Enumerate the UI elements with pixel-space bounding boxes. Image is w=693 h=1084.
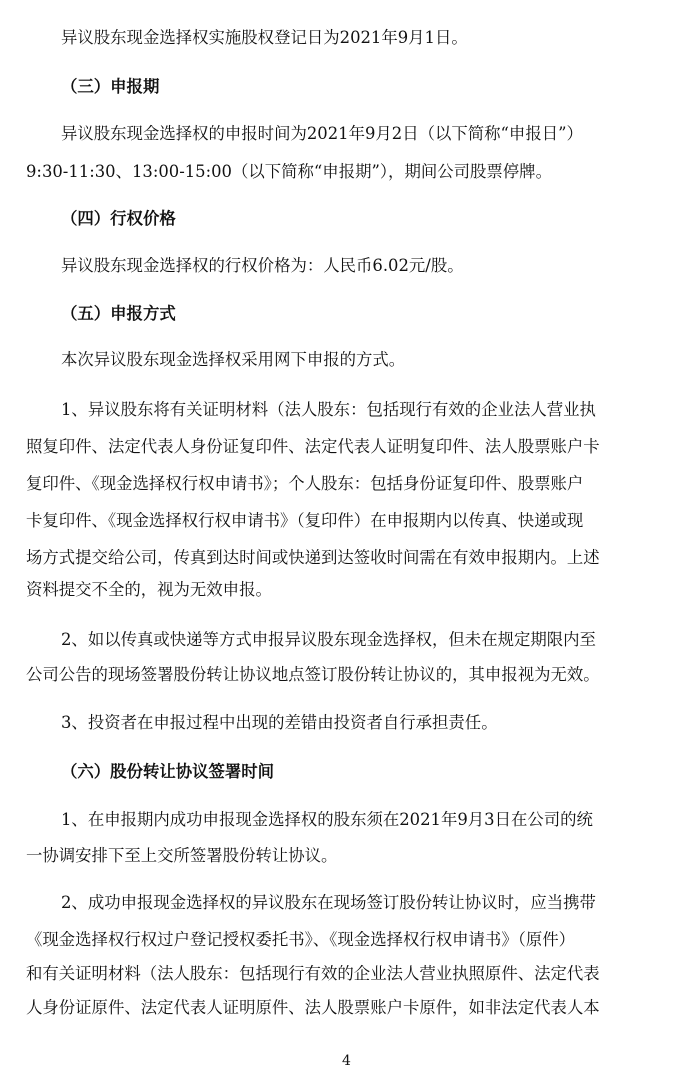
paragraph-item2-line-1: 2、如以传真或快递等方式申报异议股东现金选择权，但未在规定期限内至 bbox=[61, 630, 596, 649]
paragraph-item3: 3、投资者在申报过程中出现的差错由投资者自行承担责任。 bbox=[61, 713, 498, 732]
paragraph-sign2-line-4: 人身份证原件、法定代表人证明原件、法人股票账户卡原件，如非法定代表人本 bbox=[26, 998, 600, 1017]
paragraph-item2-line-2: 公司公告的现场签署股份转让协议地点签订股份转让协议的，其申报视为无效。 bbox=[26, 665, 600, 684]
paragraph-sign1-line-2: 一协调安排下至上交所签署股份转让协议。 bbox=[26, 846, 338, 865]
heading-application-method: （五）申报方式 bbox=[61, 304, 176, 323]
paragraph-record-date: 异议股东现金选择权实施股权登记日为2021年9月1日。 bbox=[61, 28, 468, 47]
paragraph-item1-line-1: 1、异议股东将有关证明材料（法人股东：包括现行有效的企业法人营业执 bbox=[61, 400, 596, 419]
page-number: 4 bbox=[342, 1053, 351, 1069]
paragraph-item1-line-6: 资料提交不全的，视为无效申报。 bbox=[26, 580, 272, 599]
paragraph-sign2-line-3: 和有关证明材料（法人股东：包括现行有效的企业法人营业执照原件、法定代表 bbox=[26, 964, 600, 983]
paragraph-item1-line-4: 卡复印件、《现金选择权行权申请书》（复印件）在申报期内以传真、快递或现 bbox=[26, 511, 584, 530]
paragraph-item1-line-3: 复印件、《现金选择权行权申请书》；个人股东：包括身份证复印件、股票账户 bbox=[26, 474, 584, 493]
paragraph-period-line-1: 异议股东现金选择权的申报时间为2021年9月2日（以下简称“申报日”） bbox=[61, 124, 583, 143]
heading-application-period: （三）申报期 bbox=[61, 77, 160, 96]
heading-exercise-price: （四）行权价格 bbox=[61, 209, 176, 228]
paragraph-price: 异议股东现金选择权的行权价格为：人民币6.02元/股。 bbox=[61, 256, 464, 275]
paragraph-sign2-line-2: 《现金选择权行权过户登记授权委托书》、《现金选择权行权申请书》（原件） bbox=[26, 930, 576, 949]
paragraph-item1-line-5: 场方式提交给公司，传真到达时间或快递到达签收时间需在有效申报期内。上述 bbox=[26, 548, 600, 567]
paragraph-sign2-line-1: 2、成功申报现金选择权的异议股东在现场签订股份转让协议时，应当携带 bbox=[61, 893, 596, 912]
heading-signing-time: （六）股份转让协议签署时间 bbox=[61, 762, 275, 781]
paragraph-item1-line-2: 照复印件、法定代表人身份证复印件、法定代表人证明复印件、法人股票账户卡 bbox=[26, 437, 600, 456]
paragraph-method: 本次异议股东现金选择权采用网下申报的方式。 bbox=[61, 350, 406, 369]
paragraph-period-line-2: 9:30-11:30、13:00-15:00（以下简称“申报期”），期间公司股票停牌。 bbox=[26, 162, 552, 181]
paragraph-sign1-line-1: 1、在申报期内成功申报现金选择权的股东须在2021年9月3日在公司的统 bbox=[61, 810, 593, 829]
